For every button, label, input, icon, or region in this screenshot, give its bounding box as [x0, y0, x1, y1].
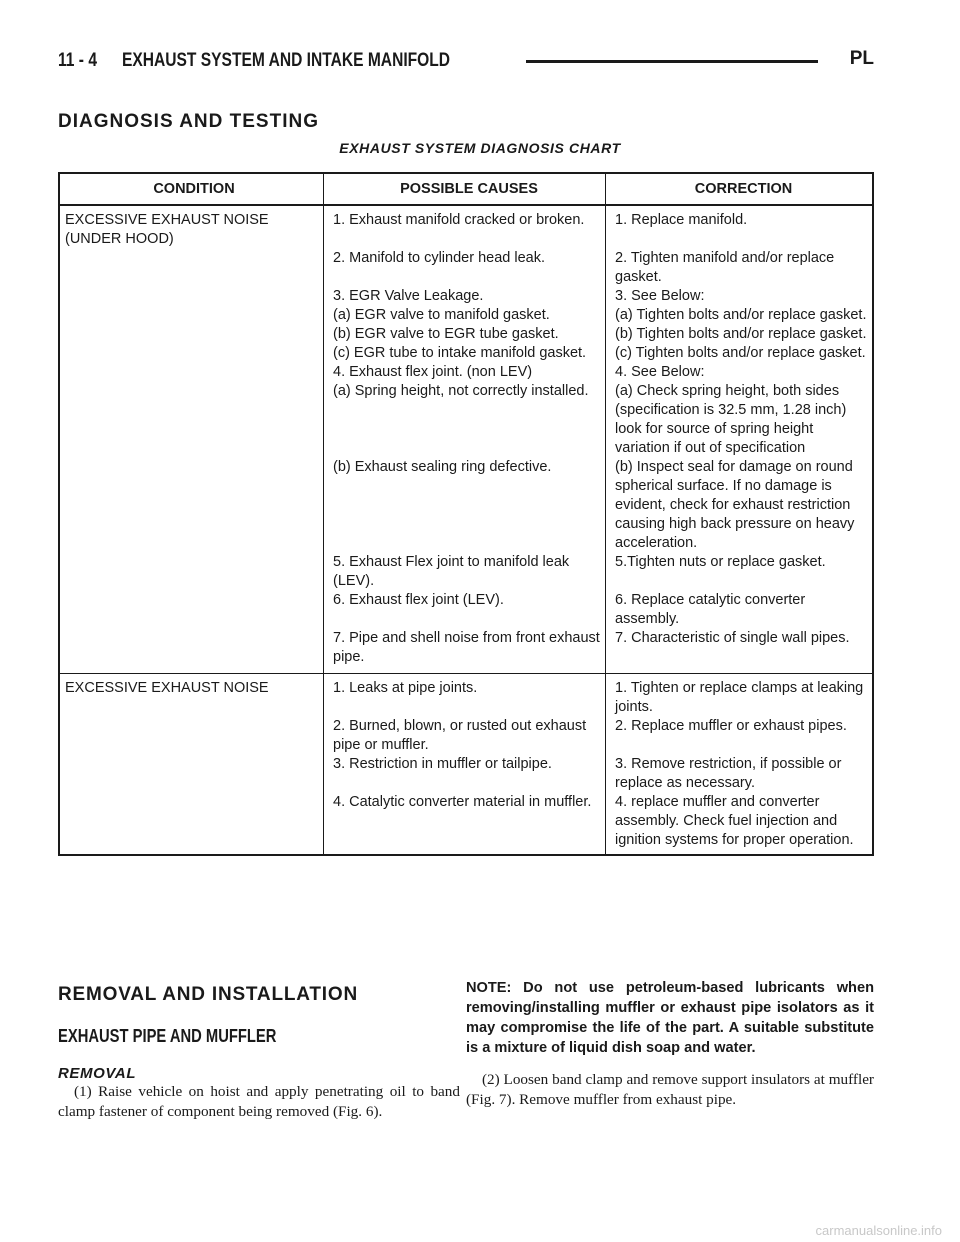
cause-cell: (c) EGR tube to intake manifold gasket. [324, 344, 606, 363]
correction-cell: (c) Tighten bolts and/or replace gasket. [615, 345, 866, 361]
condition-cell: EXCESSIVE EXHAUST NOISE (UNDER HOOD) [59, 205, 324, 249]
table-row [59, 674, 873, 718]
left-column [58, 980, 460, 1122]
step-2-paragraph: (2) Loosen band clamp and remove support insulators at muffler (Fig. 7). Remove muffler from exhaust pipe. [466, 1071, 874, 1108]
cause-cell: 6. Exhaust flex joint (LEV). [324, 591, 606, 629]
cause-cell: 4. Catalytic converter material in muffler. [324, 793, 606, 855]
correction-cell: 6. Replace catalytic converter assembly. [615, 592, 806, 627]
column-header-causes: POSSIBLE CAUSES [324, 173, 606, 205]
correction-cell: 4. replace muffler and converter assembly. Check fuel injection and ignition systems for proper operation. [615, 794, 854, 848]
correction-cell: (b) Inspect seal for damage on round spherical surface. If no damage is evident, check for exhaust restriction causing high back pressure on heavy acceleration. [615, 459, 855, 551]
cause-cell: 3. Restriction in muffler or tailpipe. [324, 755, 606, 793]
condition-cell [59, 629, 324, 674]
correction-cell: 2. Replace muffler or exhaust pipes. [615, 718, 847, 734]
condition-cell [59, 793, 324, 855]
table-row [59, 553, 873, 591]
correction-cell: 3. See Below: [615, 288, 705, 304]
chart-title: EXHAUST SYSTEM DIAGNOSIS CHART [339, 140, 621, 156]
condition-cell [59, 306, 324, 325]
condition-cell [59, 249, 324, 287]
cause-cell: (a) EGR valve to manifold gasket. [324, 306, 606, 325]
correction-cell: 2. Tighten manifold and/or replace gasket. [615, 250, 835, 285]
watermark: carmanualsonline.info [815, 1223, 942, 1238]
condition-cell [59, 287, 324, 306]
note-paragraph: NOTE: Do not use petroleum-based lubricants when removing/installing muffler or exhaust pipe isolators as it may compromise the life of the part. A suitable substitute is a mixture of liquid dish soap and water. [466, 980, 874, 1056]
table-row [59, 755, 873, 793]
cause-cell: 1. Leaks at pipe joints. [324, 674, 606, 718]
model-code: PL [849, 48, 874, 69]
removal-heading: REMOVAL [58, 1065, 137, 1082]
condition-cell [59, 458, 324, 553]
cause-cell: (a) Spring height, not correctly installed. [324, 382, 606, 458]
page-header [58, 48, 874, 74]
table-row [59, 205, 873, 249]
condition-cell [59, 591, 324, 629]
condition-cell [59, 382, 324, 458]
correction-cell: 7. Characteristic of single wall pipes. [606, 629, 874, 674]
table-row [59, 249, 873, 287]
page-header-title: EXHAUST SYSTEM AND INTAKE MANIFOLD [122, 50, 451, 71]
correction-cell: (b) Tighten bolts and/or replace gasket. [615, 326, 867, 342]
condition-cell [59, 363, 324, 382]
cause-cell: (b) Exhaust sealing ring defective. [324, 458, 606, 553]
table-header-row [59, 173, 873, 205]
header-rule [526, 60, 818, 63]
table-row [59, 793, 873, 855]
subsection-title: EXHAUST PIPE AND MUFFLER [58, 1026, 277, 1046]
correction-cell: 1. Replace manifold. [615, 212, 748, 228]
condition-cell: EXCESSIVE EXHAUST NOISE [59, 674, 324, 718]
table-row [59, 306, 873, 325]
section-title-removal-installation: REMOVAL AND INSTALLATION [58, 984, 358, 1005]
table-row [59, 363, 873, 382]
correction-cell: 5.Tighten nuts or replace gasket. [615, 554, 826, 570]
table-row [59, 591, 873, 629]
cause-cell: 7. Pipe and shell noise from front exhaust pipe. [324, 629, 606, 674]
correction-cell: (a) Check spring height, both sides (specification is 32.5 mm, 1.28 inch) look for source of spring height variation if out of specification [615, 383, 847, 456]
cause-cell: 3. EGR Valve Leakage. [324, 287, 606, 306]
table-row [59, 382, 873, 458]
condition-cell [59, 755, 324, 793]
table-row [59, 717, 873, 755]
condition-cell [59, 553, 324, 591]
condition-cell [59, 344, 324, 363]
column-header-correction: CORRECTION [606, 173, 874, 205]
section-title-diagnosis: DIAGNOSIS AND TESTING [58, 111, 319, 132]
table-row [59, 287, 873, 306]
cause-cell: (b) EGR valve to EGR tube gasket. [324, 325, 606, 344]
table-row [59, 344, 873, 363]
cause-cell: 5. Exhaust Flex joint to manifold leak (LEV). [324, 553, 606, 591]
correction-cell: 3. Remove restriction, if possible or replace as necessary. [615, 756, 842, 791]
diagnosis-table [58, 172, 874, 856]
page-number: 11 - 4 [58, 50, 97, 71]
column-header-condition: CONDITION [59, 173, 324, 205]
step-1-paragraph: (1) Raise vehicle on hoist and apply penetrating oil to band clamp fastener of component being removed (Fig. 6). [58, 1083, 460, 1120]
right-column [466, 978, 874, 1110]
table-row [59, 458, 873, 553]
condition-cell [59, 717, 324, 755]
cause-cell: 4. Exhaust flex joint. (non LEV) [324, 363, 606, 382]
cause-cell: 2. Manifold to cylinder head leak. [324, 249, 606, 287]
table-row [59, 629, 873, 674]
cause-cell: 1. Exhaust manifold cracked or broken. [324, 205, 606, 249]
correction-cell: (a) Tighten bolts and/or replace gasket. [615, 307, 867, 323]
condition-cell [59, 325, 324, 344]
cause-cell: 2. Burned, blown, or rusted out exhaust pipe or muffler. [324, 717, 606, 755]
table-body [59, 205, 873, 855]
correction-cell: 4. See Below: [615, 364, 705, 380]
correction-cell: 1. Tighten or replace clamps at leaking joints. [615, 680, 864, 715]
table-row [59, 325, 873, 344]
